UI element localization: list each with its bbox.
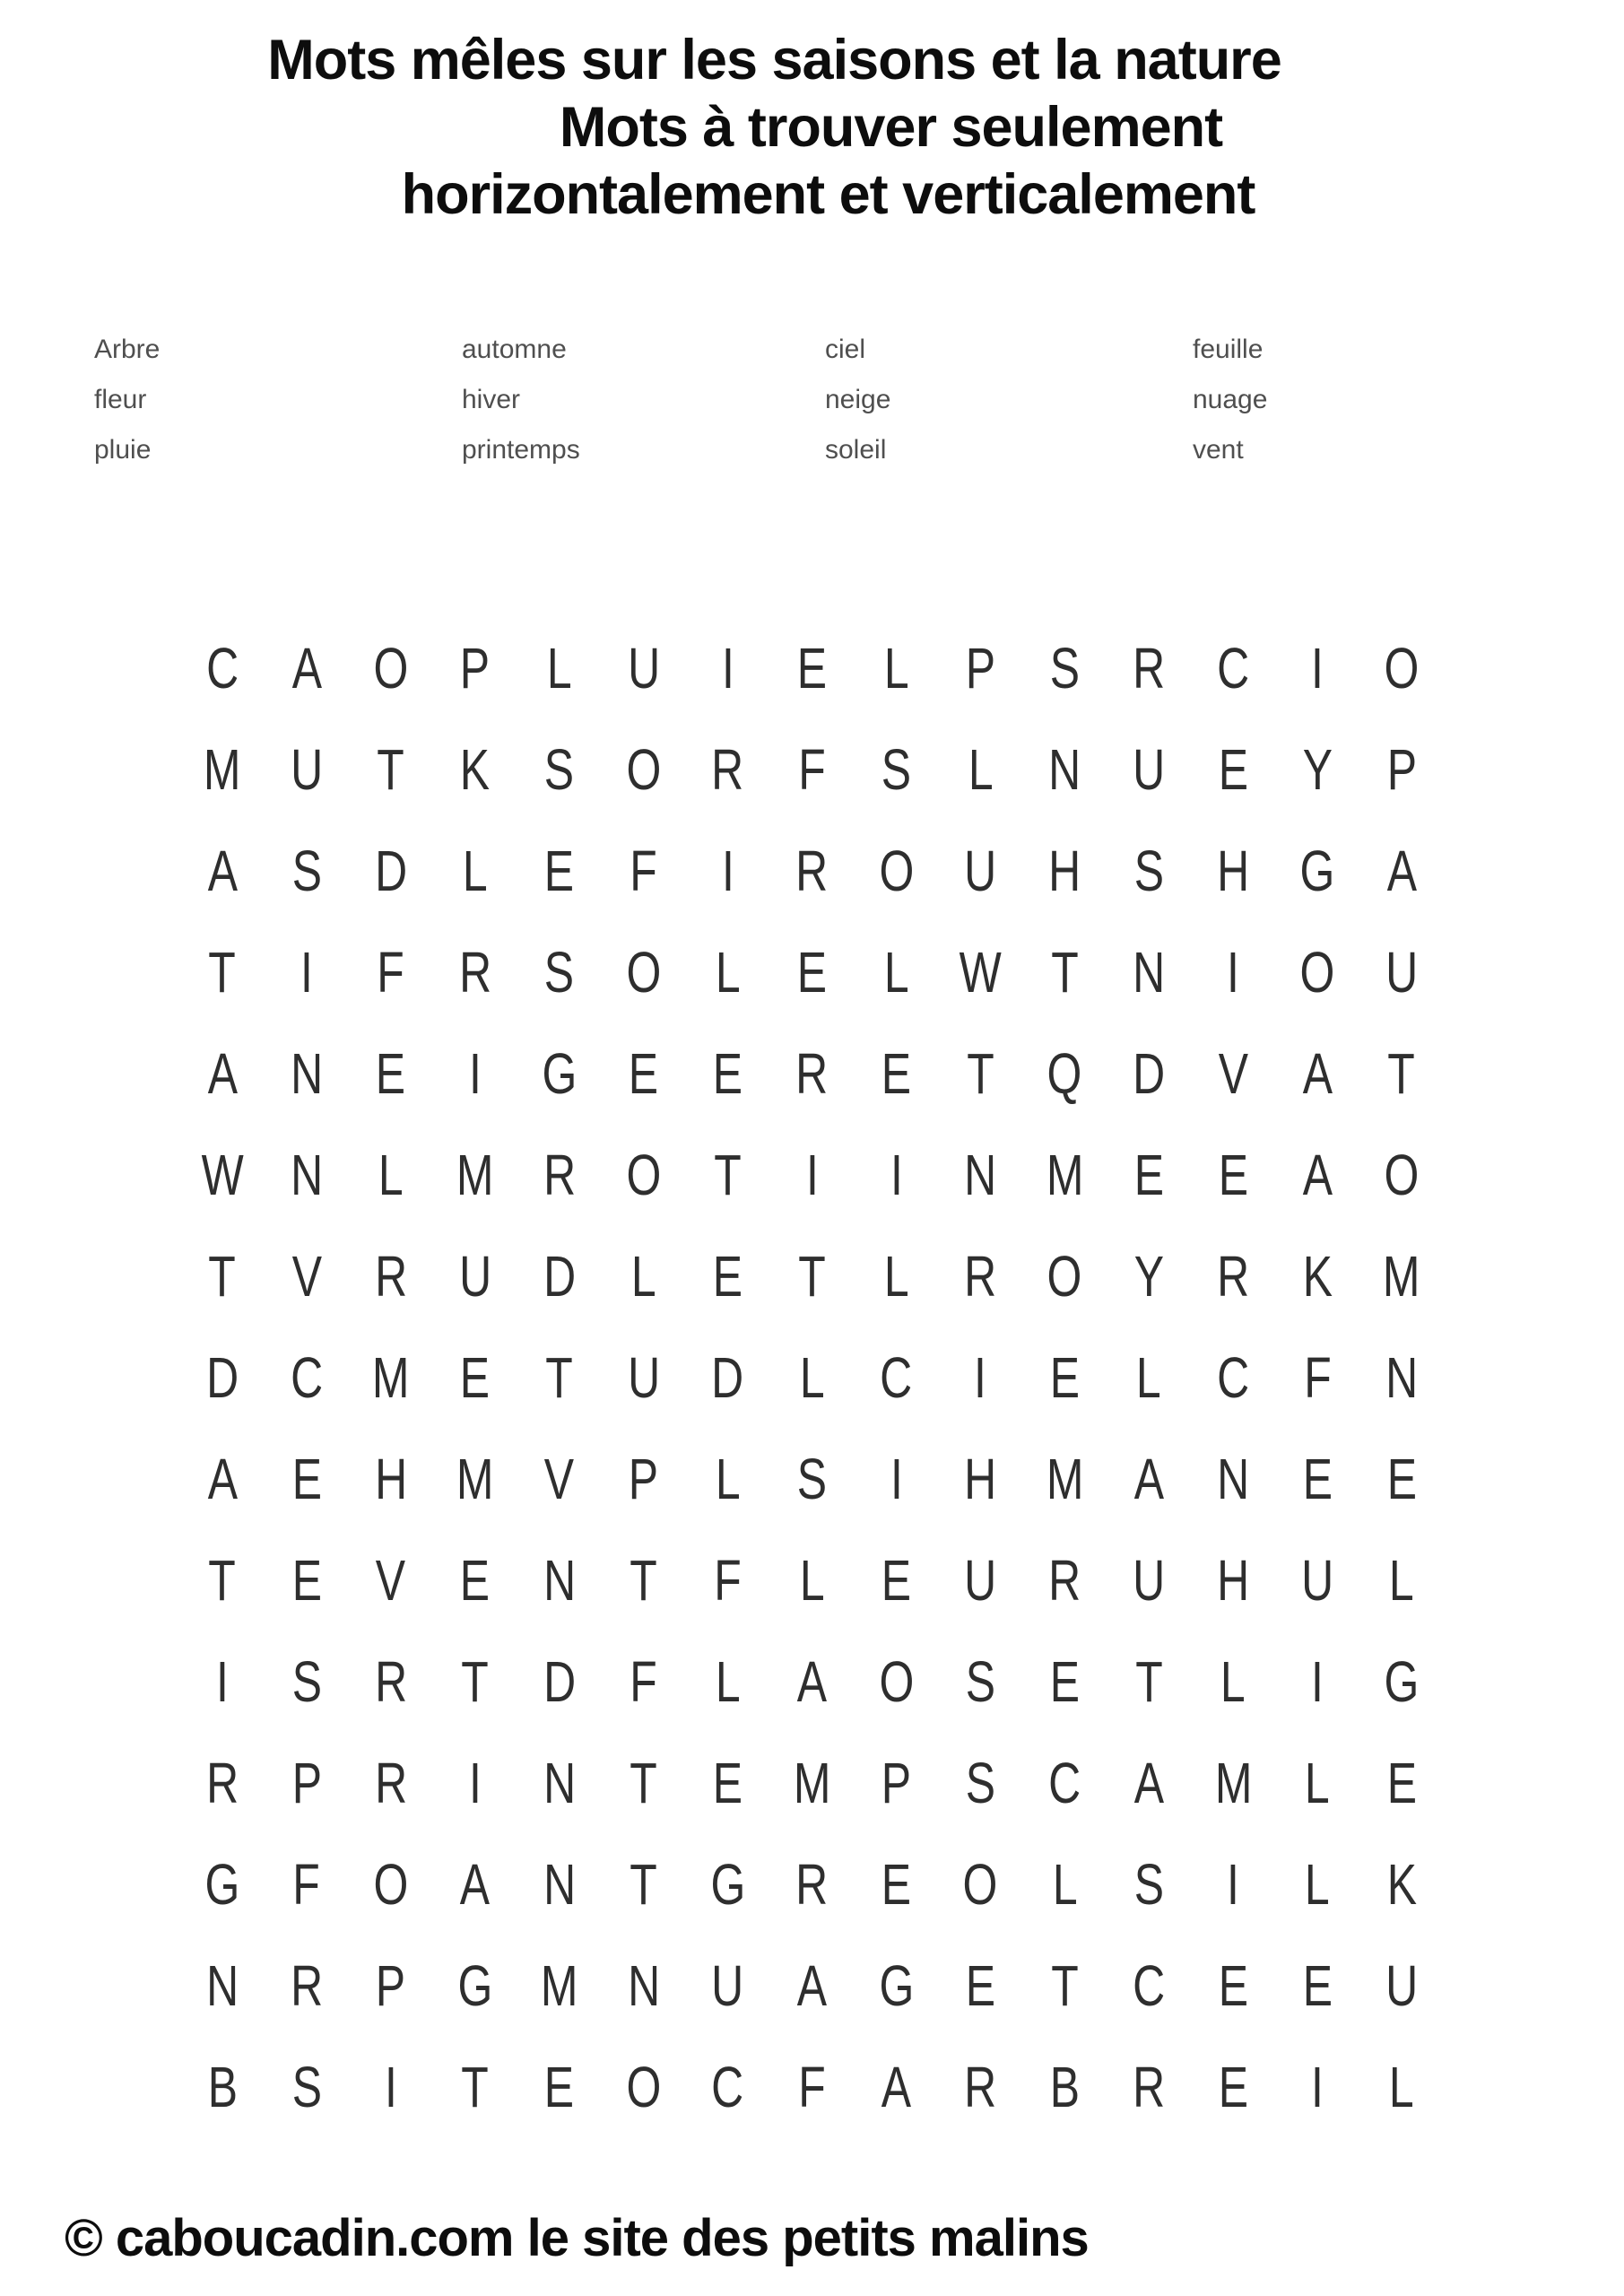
grid-cell: I: [384, 2054, 397, 2119]
grid-cell: U: [964, 1547, 997, 1613]
grid-cell: H: [964, 1446, 997, 1511]
grid-cell: A: [1133, 1750, 1164, 1815]
grid-cell: G: [1299, 838, 1335, 903]
grid-row: [180, 921, 1444, 1022]
grid-cell: M: [1214, 1750, 1252, 1815]
grid-cell: A: [207, 1040, 238, 1106]
grid-cell: T: [1134, 1648, 1163, 1714]
grid-cell: H: [374, 1446, 407, 1511]
grid-cell: B: [207, 2054, 238, 2119]
grid-cell: S: [544, 939, 575, 1004]
grid-cell: M: [1383, 1243, 1420, 1309]
grid-cell: I: [1311, 1648, 1324, 1714]
grid-cell: S: [291, 2054, 322, 2119]
grid-cell: A: [460, 1851, 491, 1917]
grid-cell: R: [964, 2054, 997, 2119]
grid-cell: C: [1133, 1952, 1166, 2018]
grid-cell: F: [714, 1547, 742, 1613]
grid-cell: L: [378, 1142, 404, 1207]
grid-cell: N: [1217, 1446, 1250, 1511]
grid-cell: T: [208, 1243, 237, 1309]
grid-cell: C: [880, 1344, 913, 1410]
word-list-item: pluie: [94, 435, 152, 465]
grid-cell: R: [374, 1243, 407, 1309]
grid-cell: S: [796, 1446, 828, 1511]
grid-cell: L: [1305, 1750, 1330, 1815]
grid-cell: O: [1384, 635, 1420, 700]
grid-cell: T: [967, 1040, 994, 1106]
grid-cell: E: [628, 1040, 659, 1106]
grid-cell: E: [796, 635, 828, 700]
grid-cell: R: [543, 1142, 576, 1207]
grid-cell: F: [377, 939, 405, 1004]
grid-cell: H: [1048, 838, 1081, 903]
grid-cell: A: [1386, 838, 1417, 903]
grid-cell: M: [456, 1446, 494, 1511]
word-list-item: hiver: [462, 385, 521, 414]
grid-cell: P: [376, 1952, 406, 2018]
word-list-column: [825, 325, 1193, 475]
grid-cell: S: [965, 1648, 996, 1714]
grid-cell: D: [543, 1648, 576, 1714]
grid-cell: T: [714, 1142, 742, 1207]
grid-cell: E: [1302, 1952, 1333, 2018]
grid-cell: R: [795, 1851, 829, 1917]
grid-cell: A: [1133, 1446, 1164, 1511]
grid-cell: T: [461, 2054, 489, 2119]
grid-cell: O: [626, 1142, 662, 1207]
grid-cell: L: [799, 1547, 825, 1613]
grid-row: [180, 1124, 1444, 1225]
grid-cell: R: [1048, 1547, 1081, 1613]
grid-cell: E: [1218, 2054, 1248, 2119]
grid-cell: L: [1052, 1851, 1078, 1917]
grid-cell: E: [376, 1040, 406, 1106]
grid-cell: R: [795, 1040, 829, 1106]
grid-row: [180, 1022, 1444, 1124]
grid-cell: R: [711, 736, 744, 802]
grid-cell: E: [460, 1547, 491, 1613]
grid-cell: C: [205, 635, 239, 700]
grid-cell: U: [1133, 1547, 1166, 1613]
grid-cell: W: [959, 939, 1002, 1004]
grid-cell: I: [300, 939, 313, 1004]
grid-cell: K: [1302, 1243, 1333, 1309]
grid-row: [180, 1833, 1444, 1935]
grid-cell: N: [1048, 736, 1081, 802]
grid-cell: E: [291, 1446, 322, 1511]
grid-cell: E: [1218, 736, 1248, 802]
grid-cell: A: [207, 1446, 238, 1511]
grid-cell: L: [1220, 1648, 1246, 1714]
grid-cell: N: [964, 1142, 997, 1207]
grid-row: [180, 718, 1444, 820]
grid-cell: L: [630, 1243, 656, 1309]
grid-cell: K: [460, 736, 491, 802]
grid-cell: O: [626, 939, 662, 1004]
grid-cell: T: [545, 1344, 573, 1410]
grid-cell: S: [1133, 1851, 1164, 1917]
grid-row: [180, 1631, 1444, 1732]
grid-cell: E: [1386, 1446, 1417, 1511]
grid-cell: A: [796, 1952, 828, 2018]
grid-row: [180, 1529, 1444, 1631]
grid-cell: C: [1217, 1344, 1250, 1410]
grid-cell: T: [208, 1547, 237, 1613]
grid-row: [180, 1732, 1444, 1833]
grid-cell: O: [373, 635, 409, 700]
grid-cell: N: [543, 1851, 576, 1917]
grid-cell: L: [968, 736, 994, 802]
grid-cell: I: [890, 1142, 903, 1207]
grid-cell: V: [291, 1243, 322, 1309]
grid-cell: U: [1301, 1547, 1334, 1613]
word-list-item: feuille: [1193, 335, 1264, 364]
grid-cell: R: [374, 1648, 407, 1714]
grid-cell: U: [627, 635, 660, 700]
grid-cell: O: [373, 1851, 409, 1917]
grid-cell: S: [965, 1750, 996, 1815]
grid-cell: E: [291, 1547, 322, 1613]
grid-cell: E: [544, 2054, 575, 2119]
grid-cell: S: [1049, 635, 1080, 700]
word-list-item: automne: [462, 335, 567, 364]
grid-cell: S: [881, 736, 912, 802]
grid-cell: N: [627, 1952, 660, 2018]
grid-cell: U: [627, 1344, 660, 1410]
grid-cell: I: [805, 1142, 819, 1207]
grid-cell: P: [965, 635, 996, 700]
grid-cell: G: [879, 1952, 914, 2018]
word-list-item: printemps: [462, 435, 580, 465]
grid-row: [180, 2036, 1444, 2137]
grid-cell: I: [974, 1344, 987, 1410]
grid-cell: L: [1305, 1851, 1330, 1917]
grid-cell: E: [1218, 1952, 1248, 2018]
grid-row: [180, 1428, 1444, 1529]
word-search-grid: [180, 617, 1444, 2137]
grid-cell: E: [965, 1952, 996, 2018]
grid-cell: L: [715, 1648, 741, 1714]
grid-row: [180, 820, 1444, 921]
grid-cell: F: [630, 838, 657, 903]
grid-cell: U: [290, 736, 323, 802]
grid-cell: U: [964, 838, 997, 903]
grid-cell: N: [290, 1142, 323, 1207]
grid-cell: U: [1385, 1952, 1419, 2018]
grid-row: [180, 1326, 1444, 1428]
grid-cell: R: [374, 1750, 407, 1815]
grid-cell: L: [546, 635, 572, 700]
grid-cell: P: [1386, 736, 1417, 802]
grid-cell: L: [883, 1243, 909, 1309]
grid-cell: L: [715, 1446, 741, 1511]
grid-cell: I: [1227, 1851, 1240, 1917]
footer-credit: © caboucadin.com le site des petits malins: [65, 2209, 1089, 2267]
grid-cell: M: [793, 1750, 831, 1815]
grid-row: [180, 1225, 1444, 1326]
grid-cell: C: [711, 2054, 744, 2119]
grid-cell: O: [626, 736, 662, 802]
grid-cell: O: [879, 1648, 914, 1714]
grid-cell: F: [798, 736, 826, 802]
grid-cell: S: [291, 1648, 322, 1714]
grid-cell: E: [1302, 1446, 1333, 1511]
grid-cell: G: [710, 1851, 745, 1917]
grid-cell: F: [292, 1851, 321, 1917]
grid-cell: E: [544, 838, 575, 903]
grid-cell: O: [1046, 1243, 1082, 1309]
grid-cell: E: [1049, 1344, 1080, 1410]
grid-cell: I: [468, 1040, 482, 1106]
word-list-column: [462, 325, 825, 475]
grid-cell: U: [711, 1952, 744, 2018]
grid-cell: U: [1133, 736, 1166, 802]
grid-cell: I: [1311, 2054, 1324, 2119]
grid-cell: A: [796, 1648, 828, 1714]
grid-cell: H: [1217, 838, 1250, 903]
word-list-item: Arbre: [94, 335, 161, 364]
grid-cell: A: [291, 635, 322, 700]
grid-cell: P: [460, 635, 491, 700]
grid-cell: M: [1046, 1446, 1084, 1511]
grid-cell: O: [1299, 939, 1335, 1004]
word-list-item: ciel: [825, 335, 866, 364]
word-list-column: [94, 325, 462, 475]
grid-cell: R: [964, 1243, 997, 1309]
grid-cell: E: [712, 1750, 743, 1815]
grid-cell: N: [543, 1547, 576, 1613]
grid-cell: E: [712, 1243, 743, 1309]
grid-cell: D: [543, 1243, 576, 1309]
grid-cell: O: [626, 2054, 662, 2119]
title-line-1: Mots mêles sur les saisons et la nature: [267, 29, 1281, 91]
word-list-item: vent: [1193, 435, 1244, 465]
grid-cell: A: [1302, 1142, 1333, 1207]
grid-cell: T: [1051, 939, 1079, 1004]
grid-cell: E: [881, 1851, 912, 1917]
grid-cell: I: [890, 1446, 903, 1511]
grid-row: [180, 617, 1444, 718]
grid-cell: E: [1133, 1142, 1164, 1207]
word-list-item: soleil: [825, 435, 887, 465]
grid-cell: P: [628, 1446, 659, 1511]
grid-cell: V: [544, 1446, 575, 1511]
grid-cell: U: [458, 1243, 491, 1309]
page-title: [0, 27, 1624, 229]
grid-cell: P: [881, 1750, 912, 1815]
grid-cell: N: [543, 1750, 576, 1815]
grid-cell: T: [461, 1648, 489, 1714]
grid-cell: L: [799, 1344, 825, 1410]
grid-cell: Y: [1133, 1243, 1164, 1309]
grid-cell: L: [883, 939, 909, 1004]
grid-cell: R: [1133, 2054, 1166, 2119]
grid-cell: T: [1051, 1952, 1079, 2018]
grid-cell: G: [457, 1952, 493, 2018]
grid-cell: T: [1387, 1040, 1416, 1106]
grid-cell: I: [1311, 635, 1324, 700]
grid-cell: P: [291, 1750, 322, 1815]
grid-cell: R: [1133, 635, 1166, 700]
grid-cell: I: [721, 635, 734, 700]
word-list-item: nuage: [1193, 385, 1268, 414]
grid-cell: G: [1384, 1648, 1420, 1714]
grid-cell: R: [205, 1750, 239, 1815]
grid-cell: C: [1048, 1750, 1081, 1815]
word-list-item: fleur: [94, 385, 147, 414]
grid-cell: N: [290, 1040, 323, 1106]
grid-cell: Q: [1046, 1040, 1082, 1106]
grid-cell: K: [1386, 1851, 1417, 1917]
grid-cell: T: [630, 1750, 657, 1815]
grid-cell: D: [374, 838, 407, 903]
grid-cell: T: [798, 1243, 826, 1309]
grid-cell: F: [1303, 1344, 1332, 1410]
grid-cell: S: [291, 838, 322, 903]
grid-cell: M: [456, 1142, 494, 1207]
grid-cell: B: [1049, 2054, 1080, 2119]
grid-cell: D: [205, 1344, 239, 1410]
grid-cell: L: [715, 939, 741, 1004]
grid-cell: U: [1385, 939, 1419, 1004]
grid-cell: S: [544, 736, 575, 802]
grid-cell: M: [204, 736, 241, 802]
grid-cell: C: [1217, 635, 1250, 700]
grid-cell: L: [1136, 1344, 1162, 1410]
grid-cell: L: [1389, 2054, 1414, 2119]
grid-cell: E: [881, 1040, 912, 1106]
grid-cell: R: [1217, 1243, 1250, 1309]
grid-cell: T: [377, 736, 405, 802]
grid-cell: E: [1049, 1648, 1080, 1714]
grid-cell: G: [542, 1040, 578, 1106]
grid-cell: I: [721, 838, 734, 903]
grid-cell: N: [205, 1952, 239, 2018]
grid-cell: T: [630, 1851, 657, 1917]
grid-cell: O: [962, 1851, 998, 1917]
grid-cell: E: [460, 1344, 491, 1410]
grid-cell: G: [204, 1851, 240, 1917]
grid-cell: O: [1384, 1142, 1420, 1207]
grid-cell: W: [201, 1142, 244, 1207]
grid-cell: O: [879, 838, 914, 903]
grid-cell: R: [458, 939, 491, 1004]
grid-cell: T: [630, 1547, 657, 1613]
word-list-column: [1193, 325, 1267, 475]
grid-cell: I: [216, 1648, 229, 1714]
grid-cell: R: [290, 1952, 323, 2018]
grid-cell: L: [462, 838, 488, 903]
word-list-item: neige: [825, 385, 891, 414]
grid-cell: L: [883, 635, 909, 700]
grid-cell: I: [468, 1750, 482, 1815]
grid-cell: N: [1133, 939, 1166, 1004]
grid-cell: R: [795, 838, 829, 903]
grid-row: [180, 1935, 1444, 2036]
grid-cell: V: [376, 1547, 406, 1613]
grid-cell: H: [1217, 1547, 1250, 1613]
grid-cell: A: [881, 2054, 912, 2119]
grid-cell: F: [798, 2054, 826, 2119]
grid-cell: L: [1389, 1547, 1414, 1613]
grid-cell: E: [1386, 1750, 1417, 1815]
grid-cell: T: [208, 939, 237, 1004]
grid-cell: V: [1218, 1040, 1248, 1106]
grid-cell: S: [1133, 838, 1164, 903]
title-line-2: Mots à trouver seulement: [559, 96, 1223, 159]
grid-cell: I: [1227, 939, 1240, 1004]
grid-cell: F: [630, 1648, 657, 1714]
grid-cell: E: [712, 1040, 743, 1106]
grid-cell: E: [796, 939, 828, 1004]
grid-cell: M: [372, 1344, 410, 1410]
grid-cell: D: [1133, 1040, 1166, 1106]
word-list: [94, 325, 1267, 475]
grid-cell: M: [540, 1952, 578, 2018]
title-line-3: horizontalement et verticalement: [401, 163, 1255, 226]
grid-cell: E: [1218, 1142, 1248, 1207]
grid-cell: M: [1046, 1142, 1084, 1207]
grid-cell: D: [711, 1344, 744, 1410]
grid-cell: Y: [1302, 736, 1333, 802]
grid-cell: E: [881, 1547, 912, 1613]
grid-cell: A: [1302, 1040, 1333, 1106]
grid-cell: N: [1385, 1344, 1419, 1410]
grid-cell: C: [290, 1344, 323, 1410]
grid-cell: A: [207, 838, 238, 903]
